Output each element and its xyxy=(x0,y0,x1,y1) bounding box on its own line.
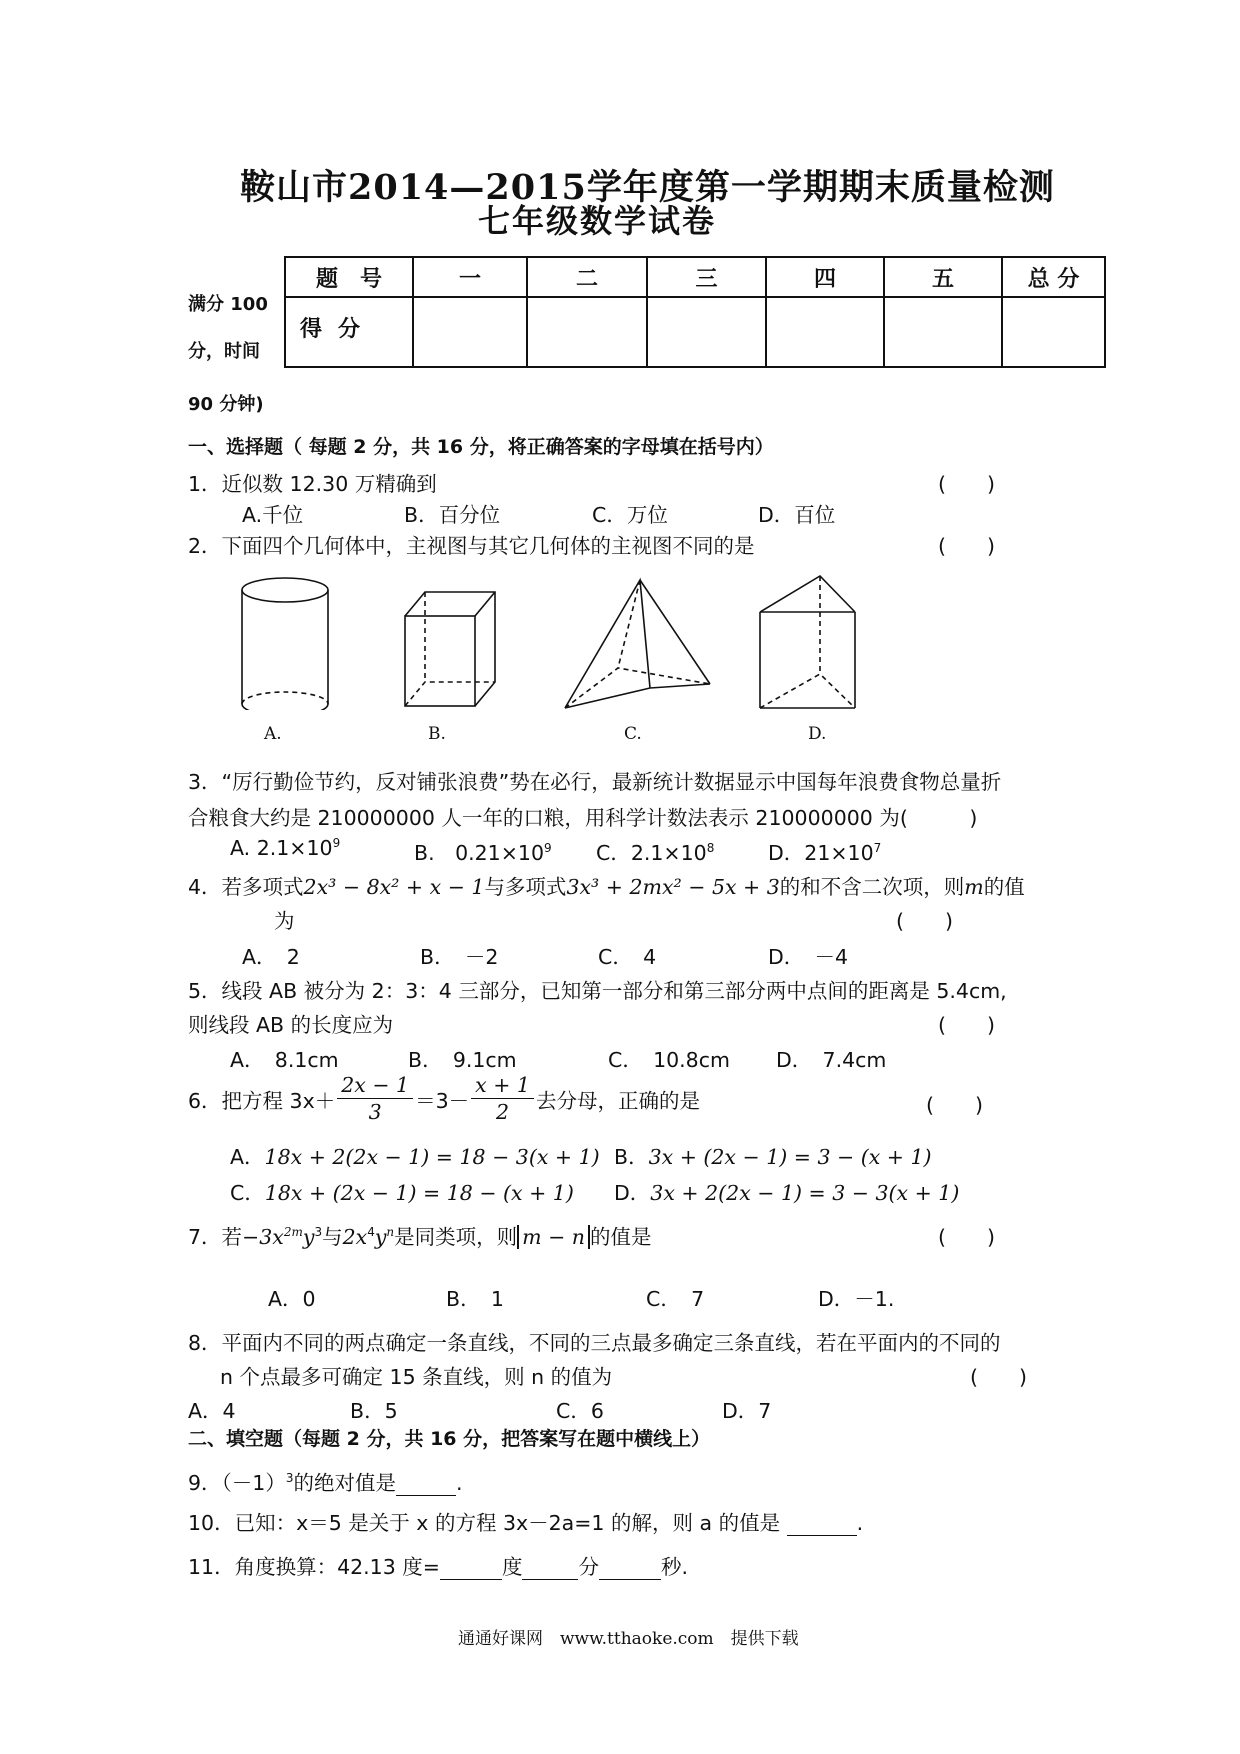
q8-option-d: D．7 xyxy=(722,1399,772,1423)
q5-option-b: B． 9.1cm xyxy=(408,1048,517,1072)
q4-option-d: D． －4 xyxy=(768,945,849,969)
q2-figure-label-d: D. xyxy=(808,724,827,744)
q8-line-1: 8．平面内不同的两点确定一条直线，不同的三点最多确定三条直线，若在平面内的不同的 xyxy=(188,1331,1001,1355)
q2-figure-label-c: C. xyxy=(624,724,642,744)
info-line-2: 分，时间 xyxy=(188,341,260,362)
q7-text: 7．若$-3x^{2m}y^3$与$2x^4y^n$是同类项，则 m − n 的值是 xyxy=(188,1225,652,1249)
q5-option-a: A． 8.1cm xyxy=(230,1048,339,1072)
q5-option-c: C． 10.8cm xyxy=(608,1048,730,1072)
q4-text: 4．若多项式2x³ − 8x² + x − 1与多项式3x³ + 2mx² − 5x + 3的和不含二次项，则m的值 xyxy=(188,875,1025,899)
q8-option-b: B．5 xyxy=(350,1399,398,1423)
score-header-cell: 题 号 xyxy=(285,257,413,297)
q11-text: 11．角度换算：42.13 度= 度 分 秒. xyxy=(188,1555,688,1579)
q8-answer-paren[interactable]: ( ) xyxy=(970,1365,1027,1389)
q1-text: 1．近似数 12.30 万精确到 xyxy=(188,472,437,496)
score-header-cell: 三 xyxy=(647,257,766,297)
q8-option-a: A．4 xyxy=(188,1399,236,1423)
q6-answer-paren[interactable]: ( ) xyxy=(926,1093,983,1117)
q6-fraction-1: $\frac{2x - 1}{3}$ xyxy=(337,1072,413,1125)
q4-option-b: B． －2 xyxy=(420,945,499,969)
q11-degree-blank[interactable] xyxy=(440,1555,502,1580)
score-row-label: 得分 xyxy=(285,297,413,367)
q7-option-a: A．0 xyxy=(268,1287,316,1311)
q3-line-2: 合粮食大约是 210000000 人一年的口粮，用科学计数法表示 210000000 为( ) xyxy=(188,806,978,830)
q2-answer-paren[interactable]: ( ) xyxy=(938,534,995,558)
q11-second-blank[interactable] xyxy=(599,1555,661,1580)
q8-line-2: n 个点最多可确定 15 条直线，则 n 的值为 xyxy=(220,1365,613,1389)
exam-subtitle: 七年级数学试卷 xyxy=(478,202,717,240)
q3-option-b: B. $0.21\times 10^9$ xyxy=(414,841,552,865)
score-cell[interactable] xyxy=(884,297,1002,367)
section-2-heading: 二、填空题（每题 2 分，共 16 分，把答案写在题中横线上） xyxy=(188,1428,711,1450)
q1-answer-paren[interactable]: ( ) xyxy=(938,472,995,496)
q6-option-b: B．3x + (2x − 1) = 3 − (x + 1) xyxy=(614,1145,932,1169)
q3-option-c: C．$2.1\times 10^8$ xyxy=(596,841,715,865)
cylinder-shape xyxy=(242,578,328,710)
q4-line-2: 为 xyxy=(274,909,295,933)
q4-answer-paren[interactable]: ( ) xyxy=(896,909,953,933)
pyramid-shape xyxy=(565,580,710,708)
score-table xyxy=(284,256,1106,368)
score-header-cell: 一 xyxy=(413,257,527,297)
score-header-cell: 四 xyxy=(766,257,884,297)
q1-option-c: C．万位 xyxy=(592,503,668,527)
q1-option-a: A.千位 xyxy=(242,503,304,527)
q6-option-c: C．18x + (2x − 1) = 18 − (x + 1) xyxy=(230,1181,574,1205)
info-line-3: 90 分钟) xyxy=(188,394,264,415)
score-cell[interactable] xyxy=(647,297,766,367)
q1-option-b: B．百分位 xyxy=(404,503,501,527)
q2-solids-figure xyxy=(220,570,880,710)
q1-option-d: D．百位 xyxy=(758,503,836,527)
score-cell[interactable] xyxy=(527,297,647,367)
q7-option-b: B． 1 xyxy=(446,1287,504,1311)
score-cell[interactable] xyxy=(413,297,527,367)
section-1-heading: 一、选择题（ 每题 2 分，共 16 分，将正确答案的字母填在括号内） xyxy=(188,436,774,458)
score-cell[interactable] xyxy=(766,297,884,367)
q5-line-1: 5．线段 AB 被分为 2：3：4 三部分，已知第一部分和第三部分两中点间的距离是 5.4cm, xyxy=(188,979,1007,1003)
q2-figure-label-b: B. xyxy=(428,724,446,744)
q6-text: 6．把方程 3x＋ $\frac{2x - 1}{3}$ ＝3－ $\frac{x + 1}{2}$ 去分母，正确的是 xyxy=(188,1073,700,1124)
q5-line-2: 则线段 AB 的长度应为 xyxy=(188,1013,394,1037)
score-header-cell: 五 xyxy=(884,257,1002,297)
q5-option-d: D． 7.4cm xyxy=(776,1048,887,1072)
q3-line-1: 3．“厉行勤俭节约，反对铺张浪费”势在必行，最新统计数据显示中国每年浪费食物总量折 xyxy=(188,770,1002,794)
q7-answer-paren[interactable]: ( ) xyxy=(938,1225,995,1249)
q7-option-c: C． 7 xyxy=(646,1287,705,1311)
score-table-score-row xyxy=(285,297,1105,367)
q2-figure-label-a: A. xyxy=(264,724,282,744)
q10-answer-blank[interactable] xyxy=(787,1511,857,1536)
info-line-1: 满分 100 xyxy=(188,294,268,315)
exam-title: 鞍山市2014—2015学年度第一学期期末质量检测 xyxy=(240,167,1055,208)
prism-shape xyxy=(760,576,855,708)
q4-option-a: A． 2 xyxy=(242,945,300,969)
q6-option-a: A．18x + 2(2x − 1) = 18 − 3(x + 1) xyxy=(230,1145,600,1169)
score-cell[interactable] xyxy=(1002,297,1105,367)
q6-fraction-2: $\frac{x + 1}{2}$ xyxy=(471,1072,534,1125)
q8-option-c: C．6 xyxy=(556,1399,604,1423)
q3-option-d: D．$21\times 10^7$ xyxy=(768,841,882,865)
q4-option-c: C． 4 xyxy=(598,945,657,969)
score-table-header-row xyxy=(285,257,1105,297)
q6-option-d: D．3x + 2(2x − 1) = 3 − 3(x + 1) xyxy=(614,1181,960,1205)
cube-shape xyxy=(405,592,495,706)
footer-source: 通通好课网 www.tthaoke.com 提供下载 xyxy=(458,1629,799,1649)
q3-option-a: A. $2.1\times 10^9$ xyxy=(230,836,341,860)
q9-text: 9．$(-1)^3$的绝对值是 . xyxy=(188,1471,463,1495)
q10-text: 10．已知：x＝5 是关于 x 的方程 3x－2a=1 的解，则 a 的值是 . xyxy=(188,1511,864,1535)
q2-text: 2．下面四个几何体中，主视图与其它几何体的主视图不同的是 xyxy=(188,534,755,558)
score-header-cell: 二 xyxy=(527,257,647,297)
q11-minute-blank[interactable] xyxy=(522,1555,578,1580)
score-header-cell: 总 分 xyxy=(1002,257,1105,297)
q7-option-d: D．－1. xyxy=(818,1287,895,1311)
q9-answer-blank[interactable] xyxy=(396,1471,456,1496)
q5-answer-paren[interactable]: ( ) xyxy=(938,1013,995,1037)
